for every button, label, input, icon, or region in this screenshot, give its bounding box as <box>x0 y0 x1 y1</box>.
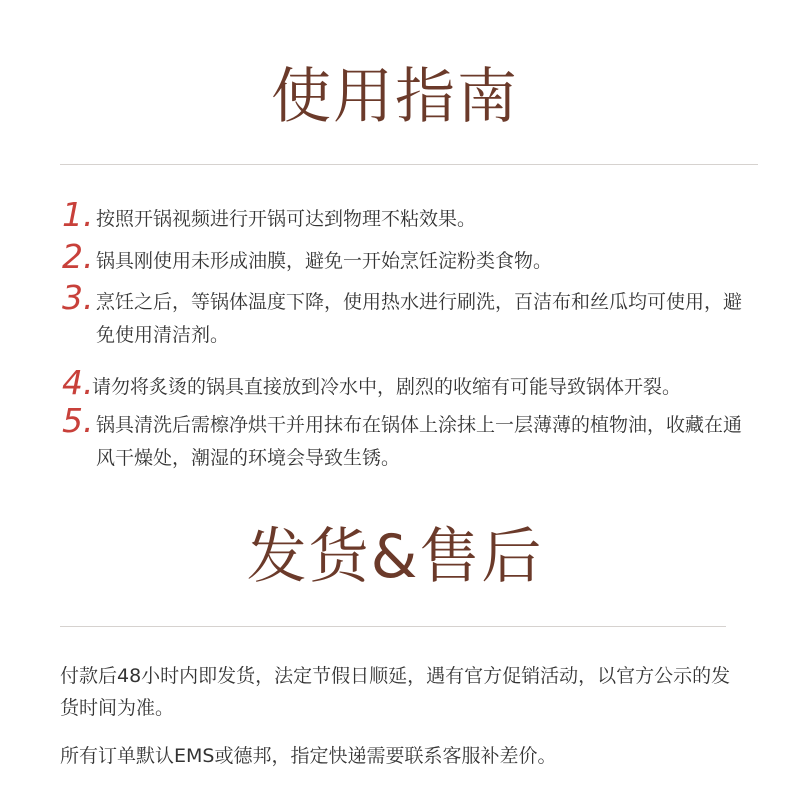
step-text: 按照开锅视频进行开锅可达到物理不粘效果。 <box>96 208 477 230</box>
usage-guide-title: 使用指南 <box>271 62 519 132</box>
step-text: 锅具清洗后需檫净烘干并用抹布在锅体上涂抹上一层薄薄的植物油，收藏在通风干燥处，潮湿的环境会导致生锈。 <box>96 414 743 469</box>
step-text: 请勿将炙烫的锅具直接放到冷水中，剧烈的收缩有可能导致锅体开裂。 <box>92 376 682 398</box>
step-number: 5. <box>62 401 94 440</box>
step-number: 3. <box>62 278 94 317</box>
step-text: 烹饪之后，等锅体温度下降，使用热水进行刷洗，百洁布和丝瓜均可使用，避免使用清洁剂。 <box>96 291 743 346</box>
shipping-aftersales-title: 发货&售后 <box>246 522 544 592</box>
step-number: 4. <box>62 363 94 402</box>
step-text: 锅具刚使用未形成油膜，避免一开始烹饪淀粉类食物。 <box>96 250 553 272</box>
shipping-paragraph: 付款后48小时内即发货，法定节假日顺延，遇有官方促销活动，以官方公示的发货时间为准。 <box>60 665 731 719</box>
shipping-divider <box>60 626 726 627</box>
shipping-paragraph: 所有订单默认EMS或德邦，指定快递需要联系客服补差价。 <box>60 745 557 767</box>
guide-divider <box>60 164 758 165</box>
step-number: 1. <box>62 195 94 234</box>
step-number: 2. <box>62 237 94 276</box>
